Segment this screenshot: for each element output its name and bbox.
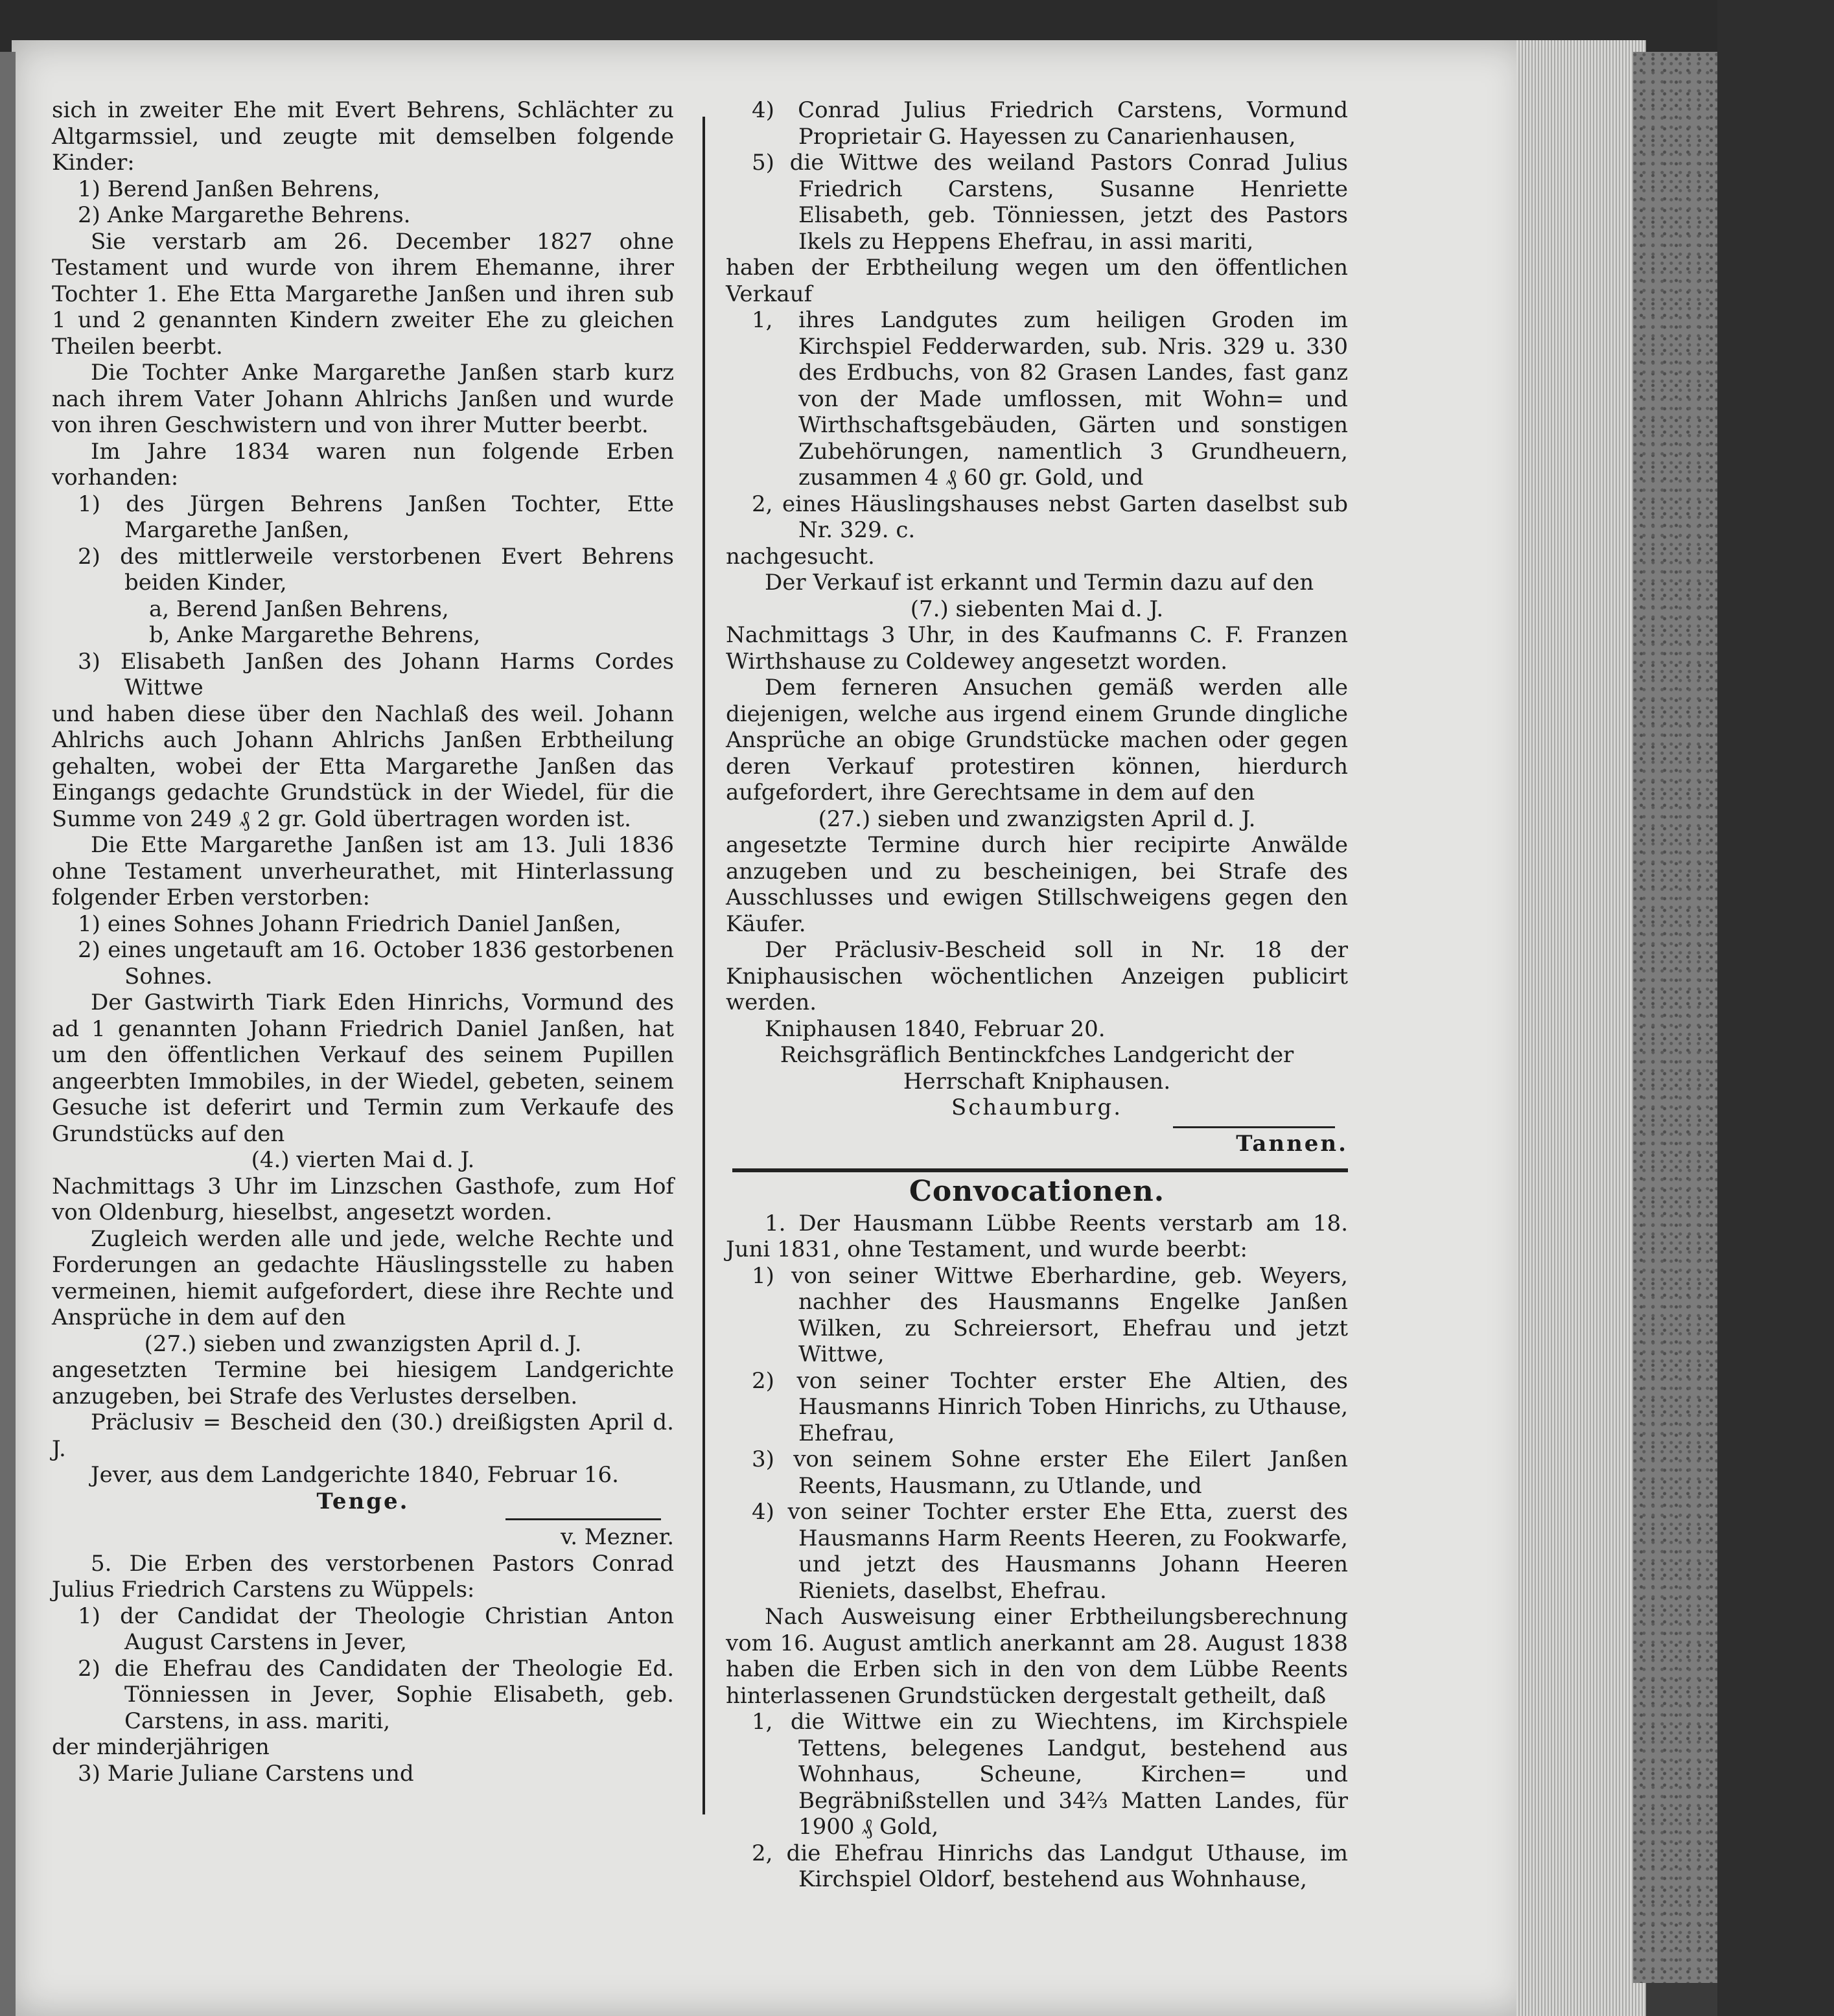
- text-paragraph: a, Berend Janßen Behrens,: [149, 596, 449, 622]
- rule-line: [732, 1168, 1348, 1172]
- text-paragraph: Kniphausen 1840, Februar 20.: [765, 1015, 1106, 1042]
- text-paragraph: 5. Die Erben des verstorbenen Pastors Conrad Julius Friedrich Carstens zu Wüppels:: [52, 1550, 674, 1603]
- text-paragraph: 1. Der Hausmann Lübbe Reents verstarb am 18. Juni 1831, ohne Testament, und wurde beerbt:: [726, 1210, 1348, 1262]
- text-paragraph: Der Gastwirth Tiark Eden Hinrichs, Vormund des ad 1 genannten Johann Friedrich Daniel Janßen, hat um den öffentlichen Verkauf des seinem Pupillen angeerbten Immobiles, in der Wiedel, gebeten, seinem Gesuche ist deferirt und Termin zum Verkaufe des Grundstücks auf den: [52, 990, 674, 1147]
- text-paragraph: 1) des Jürgen Behrens Janßen Tochter, Ette Margarethe Janßen,: [78, 491, 674, 543]
- left-text-column: [52, 97, 674, 1787]
- text-paragraph: haben der Erbtheilung wegen um den öffentlichen Verkauf: [726, 255, 1348, 307]
- text-paragraph: angesetzten Termine bei hiesigem Landgerichte anzugeben, bei Strafe des Verlustes derselben.: [52, 1357, 674, 1409]
- text-paragraph: Die Ette Margarethe Janßen ist am 13. Juli 1836 ohne Testament unverheurathet, mit Hinterlassung folgender Erben verstorben:: [52, 832, 674, 910]
- text-paragraph: Präclusiv = Bescheid den (30.) dreißigsten April d. J.: [52, 1409, 674, 1462]
- right-margin: [1717, 0, 1834, 2016]
- text-paragraph: 2) Anke Margarethe Behrens.: [78, 202, 411, 228]
- text-paragraph: 1) Berend Janßen Behrens,: [78, 176, 380, 202]
- text-paragraph: 3) Elisabeth Janßen des Johann Harms Cordes Wittwe: [78, 648, 674, 701]
- text-paragraph: 3) von seinem Sohne erster Ehe Eilert Janßen Reents, Hausmann, zu Utlande, und: [752, 1446, 1348, 1499]
- text-paragraph: (27.) sieben und zwanzigsten April d. J.: [144, 1330, 582, 1357]
- text-paragraph: 2, eines Häuslingshauses nebst Garten daselbst sub Nr. 329. c.: [752, 491, 1348, 543]
- right-text-column: [726, 97, 1348, 1893]
- text-paragraph: Im Jahre 1834 waren nun folgende Erben vorhanden:: [52, 438, 674, 491]
- text-paragraph: 5) die Wittwe des weiland Pastors Conrad Julius Friedrich Carstens, Susanne Henriette Elisabeth, geb. Tönniessen, jetzt des Pastors Ikels zu Heppens Ehefrau, in assi mariti,: [752, 150, 1348, 255]
- text-paragraph: 2) des mittlerweile verstorbenen Evert Behrens beiden Kinder,: [78, 543, 674, 596]
- text-paragraph: Sie verstarb am 26. December 1827 ohne Testament und wurde von ihrem Ehemanne, ihrer Tochter 1. Ehe Etta Margarethe Janßen und ihren sub 1 und 2 genannten Kindern zweiter Ehe zu gleichen Theilen beerbt.: [52, 228, 674, 360]
- text-paragraph: v. Mezner.: [561, 1524, 674, 1550]
- text-paragraph: 1) von seiner Wittwe Eberhardine, geb. Weyers, nachher des Hausmanns Engelke Janßen Wilken, zu Schreiersort, Ehefrau und jetzt Wittwe,: [752, 1262, 1348, 1367]
- rule-line: [505, 1518, 661, 1520]
- text-paragraph: Nach Ausweisung einer Erbtheilungsberechnung vom 16. August amtlich anerkannt am 28. August 1838 haben die Erben sich in den von dem Lübbe Reents hinterlassenen Grundstücken dergestalt getheilt, daß: [726, 1604, 1348, 1709]
- text-paragraph: angesetzte Termine durch hier recipirte Anwälde anzugeben und zu bescheinigen, bei Strafe des Ausschlusses und ewigen Stillschweigens gegen den Käufer.: [726, 832, 1348, 937]
- text-paragraph: Schaumburg.: [951, 1095, 1123, 1120]
- text-paragraph: nachgesucht.: [726, 543, 875, 570]
- text-paragraph: Zugleich werden alle und jede, welche Rechte und Forderungen an gedachte Häuslingsstelle zu haben vermeinen, hiemit aufgefordert, diese ihre Rechte und Ansprüche in dem auf den: [52, 1225, 674, 1330]
- section-heading: Convocationen.: [909, 1175, 1165, 1208]
- left-page-edge: [0, 52, 16, 2016]
- text-paragraph: (7.) siebenten Mai d. J.: [910, 596, 1164, 622]
- text-paragraph: sich in zweiter Ehe mit Evert Behrens, Schlächter zu Altgarmssiel, und zeugte mit demselben folgende Kinder:: [52, 97, 674, 176]
- text-paragraph: 4) Conrad Julius Friedrich Carstens, Vormund Proprietair G. Hayessen zu Canarienhausen,: [752, 97, 1348, 150]
- rule-line: [1173, 1126, 1335, 1128]
- text-paragraph: Nachmittags 3 Uhr, in des Kaufmanns C. F. Franzen Wirthshause zu Coldewey angesetzt worden.: [726, 622, 1348, 675]
- text-paragraph: 4) von seiner Tochter erster Ehe Etta, zuerst des Hausmanns Harm Reents Heeren, zu Fookwarfe, und jetzt des Hausmanns Johann Heeren Rieniets, daselbst, Ehefrau.: [752, 1499, 1348, 1604]
- text-paragraph: Die Tochter Anke Margarethe Janßen starb kurz nach ihrem Vater Johann Ahlrichs Janßen und wurde von ihren Geschwistern und von ihrer Mutter beerbt.: [52, 360, 674, 438]
- text-paragraph: 2) von seiner Tochter erster Ehe Altien, des Hausmanns Hinrich Toben Hinrichs, zu Uthause, Ehefrau,: [752, 1367, 1348, 1446]
- text-paragraph: Nachmittags 3 Uhr im Linzschen Gasthofe, zum Hof von Oldenburg, hieselbst, angesetzt worden.: [52, 1173, 674, 1225]
- text-paragraph: 1) eines Sohnes Johann Friedrich Daniel Janßen,: [78, 910, 621, 937]
- text-paragraph: b, Anke Margarethe Behrens,: [149, 622, 481, 648]
- text-paragraph: 2) eines ungetauft am 16. October 1836 gestorbenen Sohnes.: [78, 937, 674, 990]
- text-paragraph: (27.) sieben und zwanzigsten April d. J.: [818, 805, 1256, 832]
- text-paragraph: Der Verkauf ist erkannt und Termin dazu auf den: [765, 570, 1314, 596]
- text-paragraph: Tenge.: [316, 1488, 410, 1514]
- text-paragraph: der minderjährigen: [52, 1734, 270, 1760]
- text-paragraph: 2) die Ehefrau des Candidaten der Theologie Ed. Tönniessen in Jever, Sophie Elisabeth, geb. Carstens, in ass. mariti,: [78, 1655, 674, 1734]
- text-paragraph: Der Präclusiv-Bescheid soll in Nr. 18 der Kniphausischen wöchentlichen Anzeigen publicirt werden.: [726, 937, 1348, 1015]
- text-paragraph: 3) Marie Juliane Carstens und: [78, 1760, 414, 1787]
- text-paragraph: 1, die Wittwe ein zu Wiechtens, im Kirchspiele Tettens, belegenes Landgut, bestehend aus Wohnhaus, Scheune, Kirchen= und Begräbnißstellen und 34⅔ Matten Landes, für 1900 ₰ Gold,: [752, 1709, 1348, 1840]
- text-paragraph: 1, ihres Landgutes zum heiligen Groden im Kirchspiel Fedderwarden, sub. Nris. 329 u. 330 des Erdbuchs, von 82 Grasen Landes, fast ganz von der Made umflossen, mit Wohn= und Wirthschaftsgebäuden, Gärten und sonstigen Zubehörungen, namentlich 3 Grundheuern, zusammen 4 ₰ 60 gr. Gold, und: [752, 307, 1348, 491]
- text-paragraph: Dem ferneren Ansuchen gemäß werden alle diejenigen, welche aus irgend einem Grunde dingliche Ansprüche an obige Grundstücke machen oder gegen deren Verkauf protestiren können, hierdurch aufgefordert, ihre Gerechtsame in dem auf den: [726, 675, 1348, 805]
- column-divider: [702, 117, 705, 1814]
- text-paragraph: und haben diese über den Nachlaß des weil. Johann Ahlrichs auch Johann Ahlrichs Janßen Erbtheilung gehalten, wobei der Etta Margarethe Janßen das Eingangs gedachte Grundstück in der Wiedel, für die Summe von 249 ₰ 2 gr. Gold übertragen worden ist.: [52, 701, 674, 832]
- text-paragraph: Jever, aus dem Landgerichte 1840, Februar 16.: [91, 1462, 619, 1488]
- text-paragraph: (4.) vierten Mai d. J.: [251, 1147, 475, 1173]
- text-paragraph: Reichsgräflich Bentinckfches Landgericht der Herrschaft Kniphausen.: [780, 1042, 1294, 1095]
- book-cover-edge: [1633, 52, 1717, 1983]
- page-stack-edge: [1516, 40, 1646, 2016]
- text-paragraph: 2, die Ehefrau Hinrichs das Landgut Uthause, im Kirchspiel Oldorf, bestehend aus Wohnhause,: [752, 1840, 1348, 1892]
- text-paragraph: 1) der Candidat der Theologie Christian Anton August Carstens in Jever,: [78, 1603, 674, 1655]
- text-paragraph: Tannen.: [1236, 1130, 1348, 1157]
